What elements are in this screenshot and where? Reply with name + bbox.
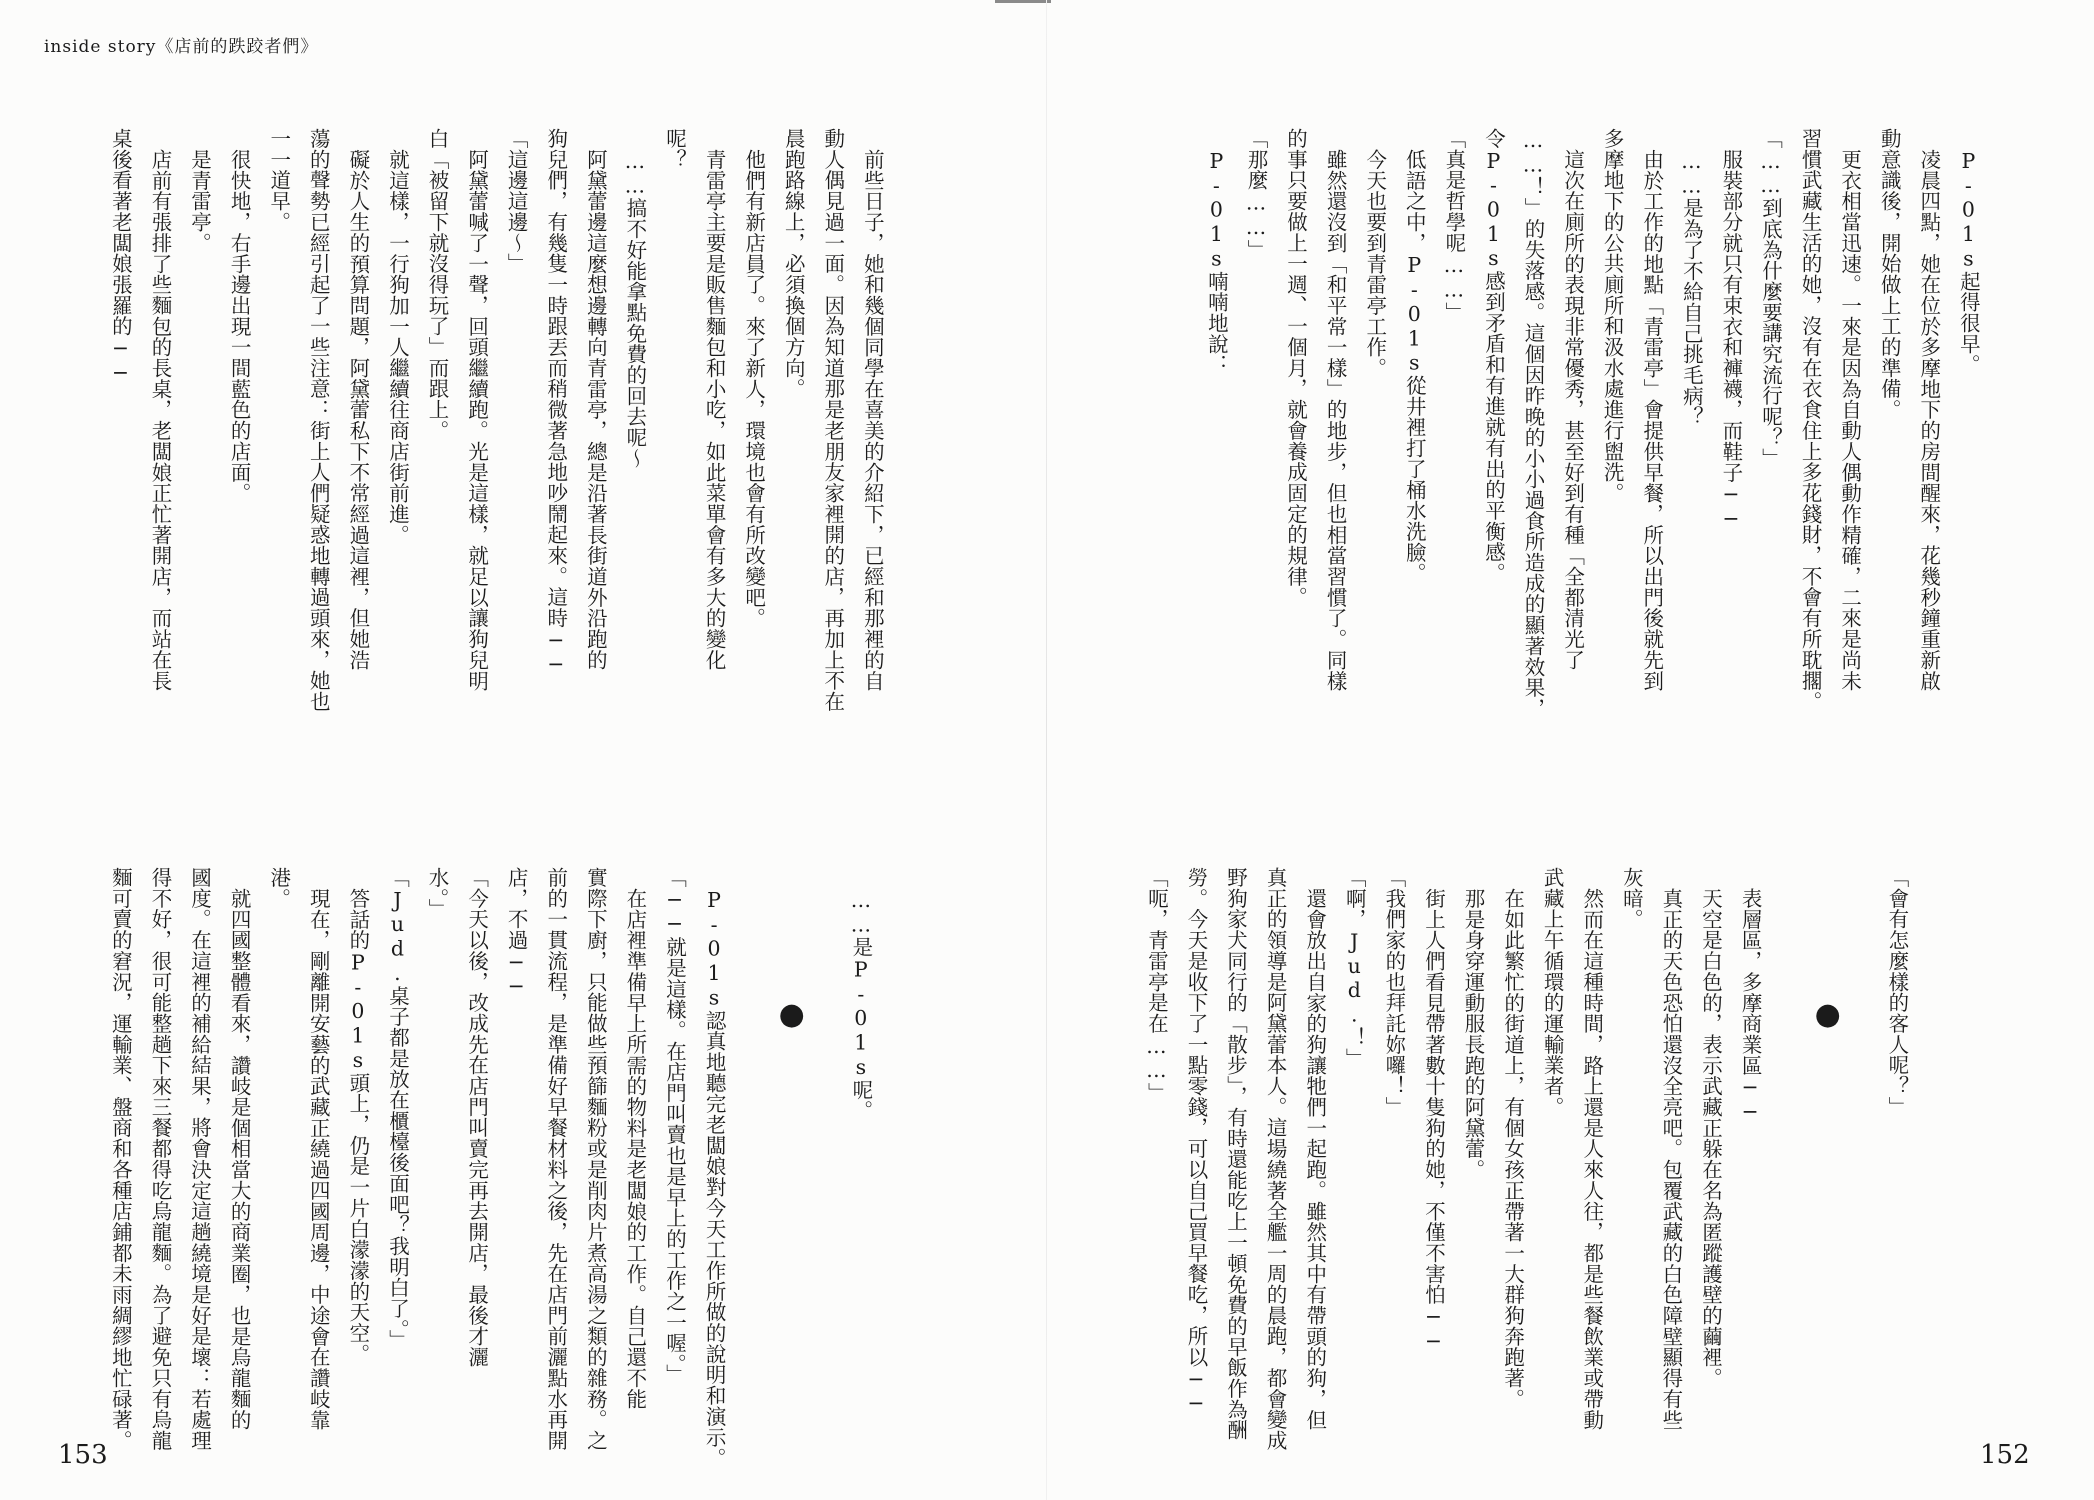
text-column: ……是P-01s呢。: [848, 887, 873, 1121]
section-break-dot: ●: [1810, 997, 1846, 1033]
text-column: 「呃，青雷亭是在……」: [1144, 867, 1169, 1104]
running-header: inside story《店前的跌跤者們》: [44, 37, 319, 57]
text-column: P-01s喃喃地說：: [1204, 148, 1229, 375]
text-column: 礙於人生的預算問題，阿黛蕾私下不常經過這裡，但她浩: [345, 148, 370, 670]
text-column: 雖然還沒到「和平常一樣」的地步，但也相當習慣了。同樣: [1323, 148, 1348, 691]
text-column: 「這邊這邊～」: [504, 128, 529, 274]
text-column: 然而在這種時間，路上還是人來人往，都是些餐飲業或帶動: [1579, 887, 1604, 1430]
text-column: 令P-01s感到矛盾和有進就有出的平衡感。: [1481, 128, 1506, 584]
text-column: 國度。在這裡的補給結果，將會決定這趟繞境是好是壞：若處理: [187, 867, 212, 1451]
text-column: 前的一貫流程，是準備好早餐材料之後，先在店門前灑點水再開: [543, 867, 568, 1451]
text-column: 阿黛蕾喊了一聲，回頭繼續跑。光是這樣，就足以讓狗兒明: [464, 148, 489, 691]
text-column: 現在，剛離開安藝的武藏正繞過四國周邊，中途會在讚岐靠: [306, 887, 331, 1430]
text-column: 天空是白色的，表示武藏正躲在名為匿蹤護壁的繭裡。: [1698, 887, 1723, 1388]
text-column: 那是身穿運動服長跑的阿黛蕾。: [1461, 887, 1486, 1180]
text-column: 狗兒們，有幾隻一時跟丟而稍微著急地吵鬧起來。這時──: [543, 128, 568, 678]
right-page-bottom-text: [1140, 867, 1913, 1451]
text-column: 是青雷亭。: [187, 148, 212, 253]
text-column: P-01s認真地聽完老闆娘對今天工作所做的說明和演示。: [702, 887, 727, 1468]
text-column: 一一道早。: [266, 128, 291, 233]
text-column: 在店裡準備早上所需的物料是老闆娘的工作。自己還不能: [622, 887, 647, 1409]
text-column: 前些日子，她和幾個同學在喜美的介紹下，已經和那裡的自: [860, 148, 885, 691]
text-column: ……搞不好能拿點免費的回去呢～: [622, 148, 647, 469]
text-column: 白「被留下就沒得玩了」而跟上。: [425, 128, 450, 441]
text-column: 阿黛蕾邊這麼想邊轉向青雷亭，總是沿著長街道外沿跑的: [583, 148, 608, 670]
text-column: 動人偶見過一面。因為知道那是老朋友家裡開的店，再加上不在: [820, 128, 845, 712]
text-column: 「Jud.桌子都是放在櫃檯後面吧？我明白了。」: [385, 867, 410, 1351]
book-gutter: [1046, 0, 1047, 1500]
text-column: 「真是哲學呢……」: [1441, 128, 1466, 323]
text-column: 多摩地下的公共廁所和汲水處進行盥洗。: [1600, 128, 1625, 504]
text-column: 「我們家的也拜託妳囉！」: [1381, 867, 1406, 1118]
text-column: 由於工作的地點「青雷亭」會提供早餐，所以出門後就先到: [1639, 148, 1664, 691]
text-column: 「會有怎麼樣的客人呢？」: [1884, 867, 1909, 1118]
section-break-dot: ●: [774, 997, 810, 1033]
left-page-bottom-text: [104, 867, 877, 1468]
text-column: P-01s起得很早。: [1956, 148, 1981, 375]
page-number-right: 152: [1980, 1440, 2030, 1470]
text-column: 他們有新店員了。來了新人，環境也會有所改變吧。: [741, 148, 766, 629]
right-page-top-text: [1200, 128, 1984, 719]
text-column: 呢？: [662, 128, 687, 170]
text-column: ……！」的失落感。這個因昨晚的小小過食所造成的顯著效果，: [1521, 128, 1546, 719]
text-column: 「今天以後，改成先在店門叫賣完再去開店，最後才灑: [464, 867, 489, 1368]
text-column: 表層區，多摩商業區──: [1738, 887, 1763, 1124]
text-column: 桌後看著老闆娘張羅的──: [108, 128, 133, 386]
text-column: 勞。今天是收下了一點零錢，可以自己買早餐吃，所以──: [1183, 867, 1208, 1417]
text-column: 港。: [266, 867, 291, 909]
text-column: 真正的天色恐怕還沒全亮吧。包覆武藏的白色障壁顯得有些: [1658, 887, 1683, 1430]
text-column: 就這樣，一行狗加一人繼續往商店街前進。: [385, 148, 410, 545]
text-column: 動意識後，開始做上工的準備。: [1877, 128, 1902, 420]
text-column: 麵可賣的窘況，運輸業、盤商和各種店鋪都未雨綢繆地忙碌著。: [108, 867, 133, 1451]
text-column: 店前有張排了些麵包的長桌，老闆娘正忙著開店，而站在長: [147, 148, 172, 691]
text-column: 很快地，右手邊出現一間藍色的店面。: [227, 148, 252, 503]
text-column: 「……到底為什麼要講究流行呢？」: [1758, 128, 1783, 469]
text-column: 真正的領導是阿黛蕾本人。這場繞著全艦一周的晨跑，都會變成: [1263, 867, 1288, 1451]
text-column: 還會放出自家的狗讓牠們一起跑。雖然其中有帶頭的狗，但: [1302, 887, 1327, 1430]
text-column: 這次在廁所的表現非常優秀，甚至好到有種「全都清光了: [1560, 148, 1585, 670]
text-column: 得不好，很可能整趟下來三餐都得吃烏龍麵。為了避免只有烏龍: [147, 867, 172, 1451]
text-column: 凌晨四點，她在位於多摩地下的房間醒來，花幾秒鐘重新啟: [1916, 148, 1941, 691]
text-column: 野狗家犬同行的「散步」，有時還能吃上一頓免費的早飯作為酬: [1223, 867, 1248, 1441]
text-column: 青雷亭主要是販售麵包和小吃，如此菜單會有多大的變化: [702, 148, 727, 670]
text-column: 「那麼……」: [1243, 128, 1268, 261]
text-column: ……是為了不給自己挑毛病？: [1679, 148, 1704, 427]
text-column: 武藏上午循環的運輸業者。: [1540, 867, 1565, 1118]
text-column: 「──就是這樣。在店門叫賣也是早上的工作之一喔。」: [662, 867, 687, 1385]
text-column: 「啊，Jud.！」: [1342, 867, 1367, 1069]
text-column: 街上人們看見帶著數十隻狗的她，不僅不害怕──: [1421, 887, 1446, 1354]
text-column: 答話的P-01s頭上，仍是一片白濛濛的天空。: [345, 887, 370, 1364]
text-column: 水。」: [425, 867, 450, 920]
text-column: 今天也要到青雷亭工作。: [1362, 148, 1387, 378]
text-column: 晨跑路線上，必須換個方向。: [781, 128, 806, 400]
text-column: 在如此繁忙的街道上，有個女孩正帶著一大群狗奔跑著。: [1500, 887, 1525, 1409]
left-page-top-text: [104, 128, 888, 712]
text-column: 服裝部分就只有束衣和褲襪，而鞋子──: [1718, 148, 1743, 531]
top-crop-mark: [995, 0, 1051, 3]
text-column: 灰暗。: [1619, 867, 1644, 930]
text-column: 實際下廚，只能做些預篩麵粉或是削肉片煮高湯之類的雜務。之: [583, 867, 608, 1451]
text-column: 就四國整體看來，讚岐是個相當大的商業圈，也是烏龍麵的: [227, 887, 252, 1430]
text-column: 習慣武藏生活的她，沒有在衣食住上多花錢財，不會有所耽擱。: [1798, 128, 1823, 712]
text-column: 的事只要做上一週、一個月，就會養成固定的規律。: [1283, 128, 1308, 608]
text-column: 蕩的聲勢已經引起了一些注意：街上人們疑惑地轉過頭來，她也: [306, 128, 331, 712]
text-column: 店，不過──: [504, 867, 529, 1000]
text-column: 低語之中，P-01s從井裡打了桶水洗臉。: [1402, 148, 1427, 583]
page-number-left: 153: [58, 1440, 108, 1470]
text-column: 更衣相當迅速。一來是因為自動人偶動作精確，二來是尚未: [1837, 148, 1862, 691]
